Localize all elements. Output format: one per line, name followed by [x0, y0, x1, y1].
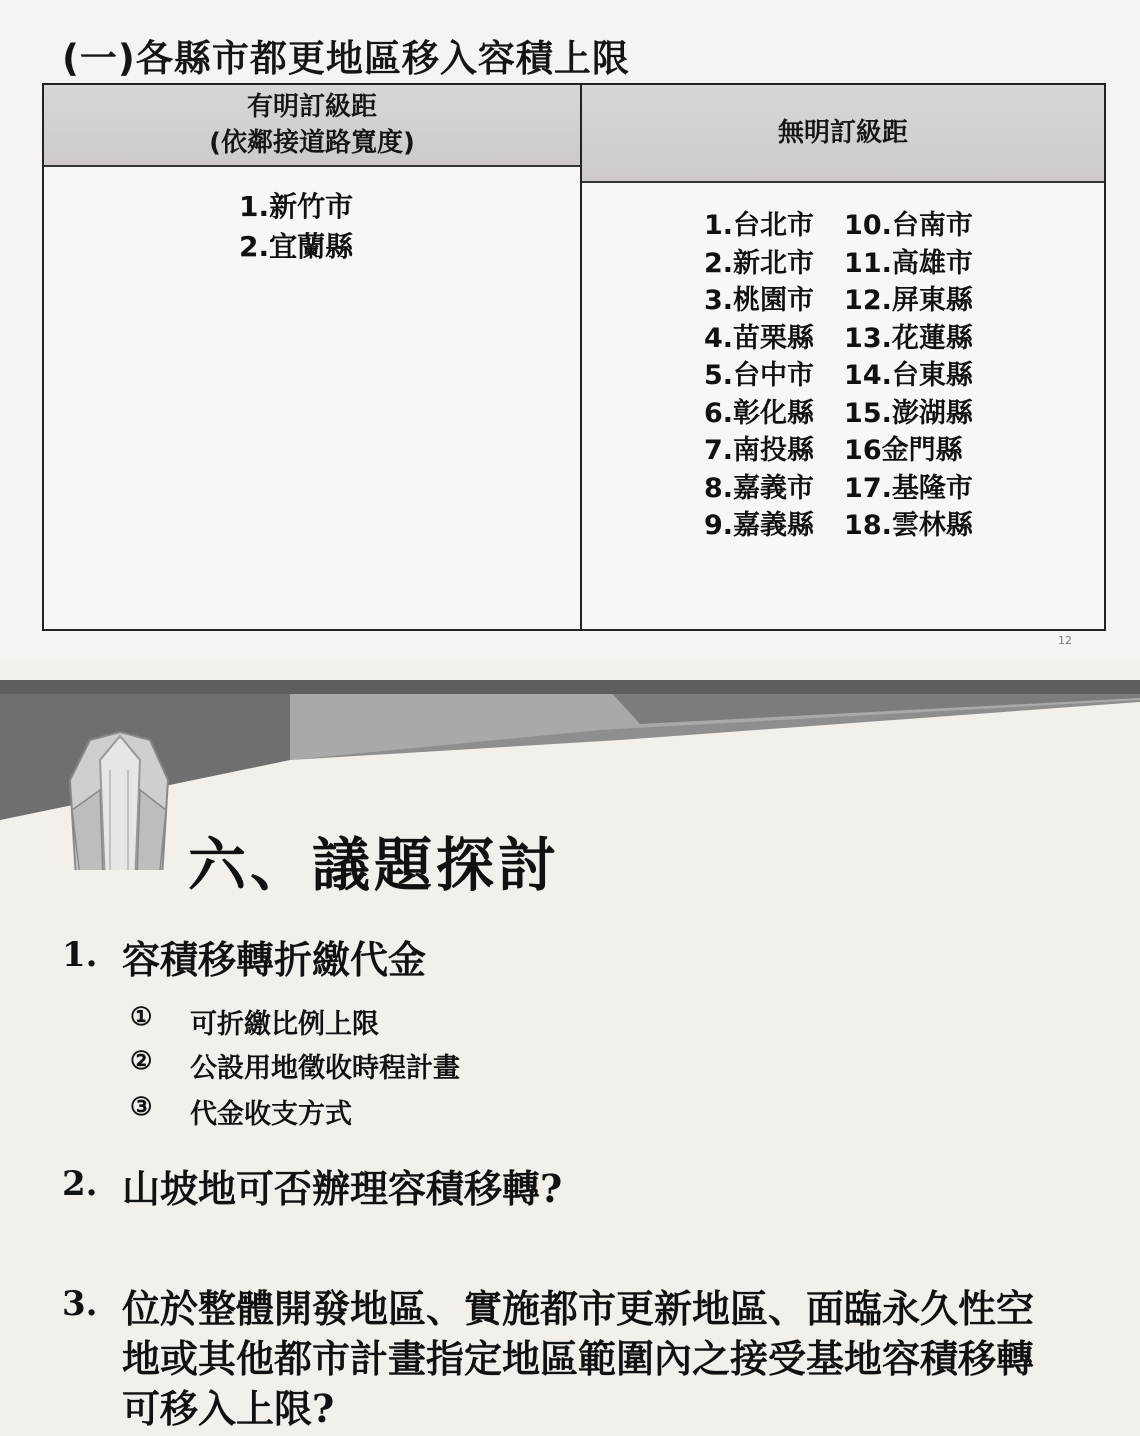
header-label: 無明訂級距: [777, 118, 908, 148]
subtopic-3: [130, 1092, 630, 1128]
slide-1: [0, 0, 1140, 660]
list-item: 14.台東縣: [844, 360, 973, 391]
subtopic-text: 可折繳比例上限: [190, 1009, 379, 1040]
list-item: 10.台南市: [844, 210, 973, 241]
header-line-2: (依鄰接道路寬度): [209, 128, 415, 158]
subtopic-text: 代金收支方式: [190, 1099, 352, 1130]
list-item: 5.台中市: [704, 360, 815, 391]
slide-2: [0, 680, 1140, 1436]
table-header-untiered: [582, 85, 1104, 183]
slide-title: (一)各縣市都更地區移入容積上限: [62, 37, 630, 80]
list-item: 1.台北市: [704, 210, 815, 241]
list-item: 11.高雄市: [844, 247, 973, 279]
list-item: 3.桃園市: [704, 285, 815, 316]
topic-text-line-3: 可移入上限?: [122, 1386, 335, 1431]
list-item: 16金門縣: [844, 435, 963, 466]
list-item: 9.嘉義縣: [704, 510, 815, 541]
subtopic-1: [130, 1002, 630, 1038]
column-divider: [580, 85, 582, 629]
page-number: 12: [1058, 634, 1072, 647]
list-item: 1.新竹市: [239, 190, 354, 223]
city-column-1: [704, 207, 814, 545]
header-banner: [0, 680, 1140, 870]
header-line-1: 有明訂級距: [246, 92, 377, 122]
topic-text: 容積移轉折繳代金: [122, 937, 427, 982]
list-item: 15.澎湖縣: [844, 397, 973, 429]
topic-1: [62, 935, 762, 985]
topic-number: 1.: [62, 935, 98, 975]
list-item: 2.宜蘭縣: [239, 230, 354, 263]
list-item: 18.雲林縣: [844, 510, 973, 541]
list-item: 2.新北市: [704, 247, 815, 279]
subtopic-marker: ②: [130, 1046, 153, 1075]
list-item: 13.花蓮縣: [844, 322, 973, 354]
topic-3: [62, 1284, 1122, 1434]
tiered-city-list: [239, 187, 353, 267]
subtopic-text: 公設用地徵收時程計畫: [190, 1053, 460, 1084]
list-item: 6.彰化縣: [704, 397, 815, 429]
slide-title: 六、議題探討: [188, 831, 561, 899]
subtopic-2: [130, 1046, 630, 1082]
list-item: 4.苗栗縣: [704, 322, 815, 354]
subtopic-marker: ③: [130, 1092, 153, 1121]
untiered-city-list: [704, 207, 973, 545]
topic-2: [62, 1164, 862, 1214]
topic-number: 2.: [62, 1164, 98, 1204]
topic-number: 3.: [62, 1284, 98, 1324]
topic-text-line-2: 地或其他都市計畫指定地區範圍內之接受基地容積移轉: [122, 1336, 1035, 1381]
list-item: 12.屏東縣: [844, 285, 973, 316]
list-item: 8.嘉義市: [704, 472, 815, 504]
skyscraper-icon: [70, 732, 168, 870]
topic-text-line-1: 位於整體開發地區、實施都市更新地區、面臨永久性空: [122, 1286, 1035, 1331]
city-column-2: [844, 207, 973, 545]
list-item: 17.基隆市: [844, 472, 973, 504]
list-item: 7.南投縣: [704, 435, 815, 466]
table-header-tiered: [44, 85, 580, 167]
city-table: [42, 83, 1106, 631]
topic-text: 山坡地可否辦理容積移轉?: [122, 1166, 563, 1211]
subtopic-marker: ①: [130, 1002, 153, 1031]
